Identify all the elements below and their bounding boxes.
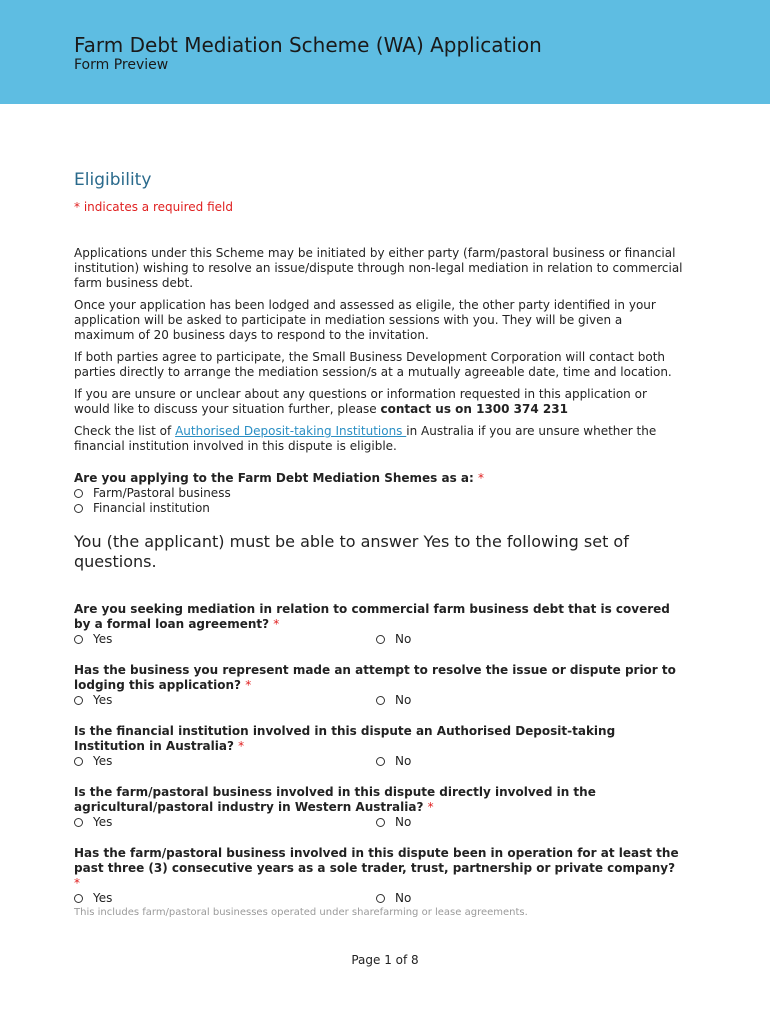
no-option[interactable] (376, 815, 678, 830)
option-label: Farm/Pastoral business (93, 486, 231, 500)
radio-icon[interactable] (376, 894, 385, 903)
required-marker: * (245, 678, 252, 692)
adi-post-text: in Australia if you are unsure whether the financial institution involved in this dispute is eligible. (74, 424, 657, 453)
intro-paragraph-4 (74, 387, 684, 417)
question-1 (74, 602, 684, 647)
radio-icon[interactable] (74, 894, 83, 903)
yes-label: Yes (93, 632, 113, 646)
no-option[interactable] (376, 891, 678, 906)
no-option[interactable] (376, 754, 678, 769)
radio-icon[interactable] (376, 757, 385, 766)
no-label: No (395, 815, 412, 829)
form-title: Farm Debt Mediation Scheme (WA) Application (74, 33, 542, 57)
radio-icon[interactable] (376, 818, 385, 827)
no-label: No (395, 632, 412, 646)
intro-paragraph-2: Once your application has been lodged and assessed as eligile, the other party identified in your application will be asked to participate in mediation sessions with you. They will be given a maximum of 20 business days to respond to the invitation. (74, 298, 656, 342)
contact-text: If you are unsure or unclear about any questions or information requested in this application or would like to discuss your situation further, please (74, 387, 647, 416)
option-financial-institution[interactable] (74, 501, 684, 516)
required-note: * indicates a required field (74, 200, 233, 214)
required-marker: * (477, 471, 484, 485)
question-5 (74, 846, 684, 920)
radio-icon[interactable] (74, 757, 83, 766)
question-3 (74, 724, 684, 769)
form-header (0, 0, 770, 104)
question-label: Is the farm/pastoral business involved in this dispute directly involved in the agricultural/pastoral industry in Western Australia? (74, 785, 596, 814)
yes-label: Yes (93, 693, 113, 707)
form-content (74, 170, 684, 936)
radio-icon[interactable] (376, 635, 385, 644)
required-marker: * (427, 800, 434, 814)
no-option[interactable] (376, 693, 678, 708)
question-2 (74, 663, 684, 708)
no-label: No (395, 754, 412, 768)
required-marker: * (74, 876, 80, 890)
yes-option[interactable] (74, 815, 376, 830)
no-option[interactable] (376, 632, 678, 647)
question-label: Are you seeking mediation in relation to commercial farm business debt that is covered by a formal loan agreement? (74, 602, 670, 631)
intro-paragraph-1: Applications under this Scheme may be initiated by either party (farm/pastoral business or financial institution) wishing to resolve an issue/dispute through non-legal mediation in relation to commercial farm business debt. (74, 246, 683, 290)
yes-option[interactable] (74, 891, 376, 906)
radio-icon[interactable] (74, 489, 83, 498)
required-marker: * (238, 739, 245, 753)
radio-icon[interactable] (376, 696, 385, 705)
adi-pre-text: Check the list of (74, 424, 176, 438)
yes-option[interactable] (74, 693, 376, 708)
radio-icon[interactable] (74, 504, 83, 513)
radio-icon[interactable] (74, 696, 83, 705)
question-label: Has the farm/pastoral business involved in this dispute been in operation for at least the past three (3) consecutive years as a sole trader, trust, partnership or private company? (74, 846, 679, 875)
intro-paragraph-3: If both parties agree to participate, the Small Business Development Corporation will contact both parties directly to arrange the mediation session/s at a mutually agreeable date, time and location. (74, 350, 672, 379)
questions-intro: You (the applicant) must be able to answer Yes to the following set of questions. (74, 532, 629, 571)
yes-label: Yes (93, 815, 113, 829)
applying-as-label: Are you applying to the Farm Debt Mediation Shemes as a: (74, 471, 474, 485)
option-farm-pastoral[interactable] (74, 486, 684, 501)
yes-option[interactable] (74, 632, 376, 647)
option-label: Financial institution (93, 501, 210, 515)
intro-paragraph-5 (74, 424, 684, 454)
question-label: Is the financial institution involved in this dispute an Authorised Deposit-taking Institution in Australia? (74, 724, 616, 753)
radio-icon[interactable] (74, 635, 83, 644)
applying-as-question (74, 471, 684, 516)
yes-label: Yes (93, 754, 113, 768)
section-title: Eligibility (74, 170, 152, 190)
question-hint: This includes farm/pastoral businesses operated under sharefarming or lease agreements. (74, 907, 528, 918)
yes-option[interactable] (74, 754, 376, 769)
form-subtitle: Form Preview (74, 57, 169, 73)
no-label: No (395, 693, 412, 707)
adi-link[interactable]: Authorised Deposit-taking Institutions (175, 424, 407, 438)
question-label: Has the business you represent made an attempt to resolve the issue or dispute prior to lodging this application? (74, 663, 676, 692)
question-4 (74, 785, 684, 830)
page-number: Page 1 of 8 (351, 953, 419, 967)
required-marker: * (273, 617, 280, 631)
no-label: No (395, 891, 412, 905)
yes-label: Yes (93, 891, 113, 905)
radio-icon[interactable] (74, 818, 83, 827)
contact-phone: contact us on 1300 374 231 (380, 402, 568, 416)
